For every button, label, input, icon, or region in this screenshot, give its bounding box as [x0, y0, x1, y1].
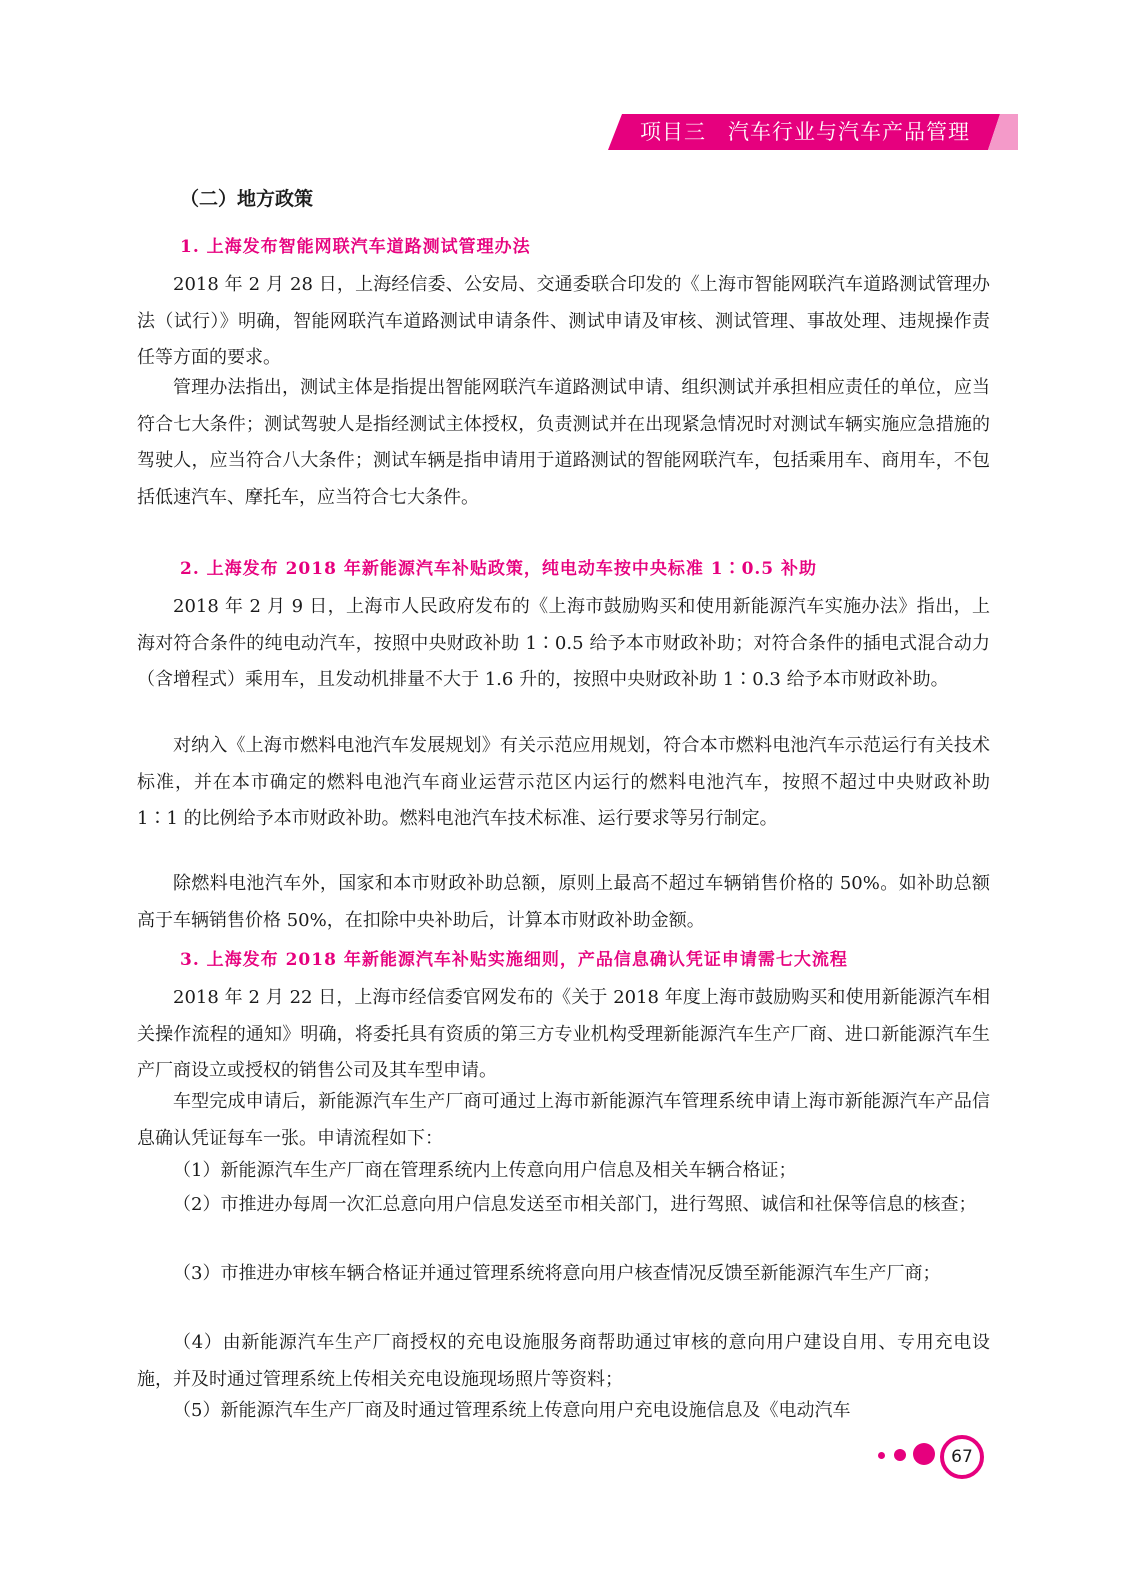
- paragraph: 除燃料电池汽车外，国家和本市财政补助总额，原则上最高不超过车辆销售价格的 50%。如补助总额高于车辆销售价格 50%，在扣除中央补助后，计算本市财政补助金额。: [137, 873, 990, 931]
- chapter-header: [640, 114, 970, 150]
- list-item: （3）市推进办审核车辆合格证并通过管理系统将意向用户核查情况反馈至新能源汽车生产厂商；: [173, 1263, 941, 1284]
- paragraph: 管理办法指出，测试主体是指提出智能网联汽车道路测试申请、组织测试并承担相应责任的单位，应当符合七大条件；测试驾驶人是指经测试主体授权，负责测试并在出现紧急情况时对测试车辆实施应急措施的驾驶人，应当符合八大条件；测试车辆是指申请用于道路测试的智能网联汽车，包括乘用车、商用车，不包括低速汽车、摩托车，应当符合七大条件。: [137, 377, 990, 508]
- list-item: （2）市推进办每周一次汇总意向用户信息发送至市相关部门，进行驾照、诚信和社保等信息的核查；: [173, 1194, 977, 1215]
- chapter-project-label: 项目三: [640, 120, 706, 144]
- list-item: （5）新能源汽车生产厂商及时通过管理系统上传意向用户充电设施信息及《电动汽车: [173, 1400, 851, 1421]
- subsection-heading-1: 1. 上海发布智能网联汽车道路测试管理办法: [180, 237, 531, 257]
- subsection-heading-2: 2. 上海发布 2018 年新能源汽车补贴政策，纯电动车按中央标准 1∶0.5 补助: [180, 559, 818, 579]
- list-item: （1）新能源汽车生产厂商在管理系统内上传意向用户信息及相关车辆合格证；: [173, 1160, 797, 1181]
- paragraph: 2018 年 2 月 22 日，上海市经信委官网发布的《关于 2018 年度上海市鼓励购买和使用新能源汽车相关操作流程的通知》明确，将委托具有资质的第三方专业机构受理新能源汽车生产厂商、进口新能源汽车生产厂商设立或授权的销售公司及其车型申请。: [137, 987, 990, 1081]
- section-title: （二）地方政策: [180, 188, 314, 210]
- page-dot-large: [913, 1443, 935, 1465]
- page-dot-small: [878, 1452, 885, 1459]
- list-item: （4）由新能源汽车生产厂商授权的充电设施服务商帮助通过审核的意向用户建设自用、专用充电设施，并及时通过管理系统上传相关充电设施现场照片等资料；: [137, 1332, 990, 1390]
- paragraph: 对纳入《上海市燃料电池汽车发展规划》有关示范应用规划，符合本市燃料电池汽车示范运行有关技术标准，并在本市确定的燃料电池汽车商业运营示范区内运行的燃料电池汽车，按照不超过中央财政补助 1∶1 的比例给予本市财政补助。燃料电池汽车技术标准、运行要求等另行制定。: [137, 735, 990, 829]
- chapter-title: 汽车行业与汽车产品管理: [728, 120, 970, 144]
- page-number-circle: [940, 1435, 984, 1479]
- paragraph: 2018 年 2 月 9 日，上海市人民政府发布的《上海市鼓励购买和使用新能源汽车实施办法》指出，上海对符合条件的纯电动汽车，按照中央财政补助 1∶0.5 给予本市财政补助；对符合条件的插电式混合动力（含增程式）乘用车，且发动机排量不大于 1.6 升的，按照中央财政补助 1∶0.3 给予本市财政补助。: [137, 596, 990, 690]
- page-number-badge: [870, 1432, 990, 1488]
- paragraph: 车型完成申请后，新能源汽车生产厂商可通过上海市新能源汽车管理系统申请上海市新能源汽车产品信息确认凭证每车一张。申请流程如下：: [137, 1091, 990, 1149]
- subsection-heading-3: 3. 上海发布 2018 年新能源汽车补贴实施细则，产品信息确认凭证申请需七大流程: [180, 950, 848, 970]
- paragraph: 2018 年 2 月 28 日，上海经信委、公安局、交通委联合印发的《上海市智能网联汽车道路测试管理办法（试行）》明确，智能网联汽车道路测试申请条件、测试申请及审核、测试管理、事故处理、违规操作责任等方面的要求。: [137, 274, 990, 368]
- page-dot-medium: [894, 1449, 906, 1461]
- page-number: 67: [951, 1447, 973, 1467]
